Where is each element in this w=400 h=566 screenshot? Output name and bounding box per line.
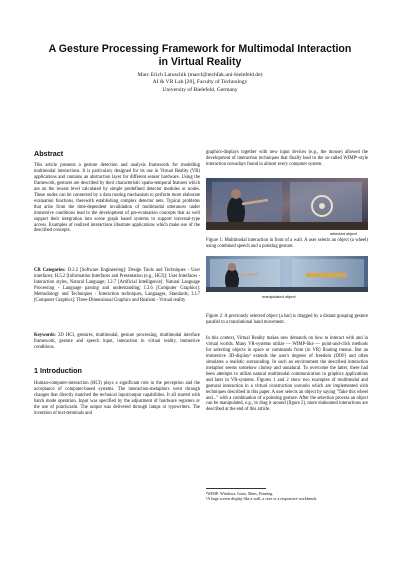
figure-1-caption: Figure 1: Multimodal interaction in front of a wall. A user selects an object (a wheel) using combined speech and a pointing gesture.	[206, 238, 368, 249]
paper-title	[20, 43, 380, 69]
figure-2-image	[206, 256, 368, 292]
title-line-2: in Virtual Reality	[158, 56, 242, 68]
right-body-text: In this context, Virtual Reality makes new demands on how to interact with and in virtual worlds. Many VR-systems utilize — WIMP-like — point-and-click methods for selecting objects in space or commands from (in VR) floating menus. But an immersive 3D-display² extends the user's degrees of freedom (DOF) and often simulates a realistic surrounding. In such an environment the described interaction metaphor seems somehow clumsy and unnatural. To overcome the latter, there had been attempts to utilize natural multimodal communication in graphics applications and later in VR-systems. Figures 1 and 2 show two examples of multimodal and gestural interaction in a virtual construction scenario which are implemented with techniques described in this paper. A user selects an object by saying "Take this wheel and..." with a combination of a pointing gesture. After the selection process an object can be manipulated, e.g., to drag it around (figure 2), more elaborated interactions are described at the end of this article.	[206, 336, 368, 413]
footnote-2: ²A large screen display like a wall, a cave or a responsive workbench.	[206, 496, 318, 501]
figure-1-photo-icon	[206, 178, 368, 230]
figure-2-label: manipulated object	[262, 294, 296, 299]
figure-1-label: selected object	[330, 231, 357, 236]
keywords-text: 3D HCI, gestures, multimodal, gesture processing, multimodal interface framework, gesture and speech input, interaction in virtual reality, immersive conditions.	[34, 333, 200, 350]
abstract-heading: Abstract	[34, 149, 64, 158]
affiliation-university: University of Bielefeld, Germany	[162, 86, 238, 93]
footnote-divider	[206, 488, 266, 489]
author-block	[60, 72, 340, 94]
introduction-body: Human-computer-interaction (HCI) plays a significant role in the perception and the acceptance of computer-based systems. The interaction-metaphors went through changes that directly matched the technical input/output capabilities. It all started with batch mode operation. Input was specified by the adjustment of hardware registers or the use of punchcards. The output was delivered through lamps or typewriters. The invention of text-terminals and	[34, 381, 200, 416]
footnotes	[206, 491, 368, 501]
title-line-1: A Gesture Processing Framework for Multimodal Interaction	[48, 43, 352, 55]
cr-categories-text: D.2.2 [Software Engineering]: Design Tools and Techniques - User interfaces; H.5.2 [Information Interfaces and Presentation (e.g., HCI)]: User Interfaces - Interaction styles, Natural Language; I.2.7 [Artificial Intelligence]: Natural Language Processing - Language parsing and understanding; I.3.6 [Computer Graphics]: Methodology and Techniques - Interaction techniques, Languages, Standards; I.3.7 [Computer Graphics]: Three-Dimensional Graphics and Realism - Virtual reality	[34, 268, 201, 303]
abstract-body: This article presents a gesture detection and analysis framework for modelling multimodal interactions. It is particulary designed for its use in Virtual Reality (VR) applications and contains an abstraction layer for different sensor hardware. Using the framework, gestures are described by their characteristic spatio-temporal features which are on the lowest level calculated by simple predefined detector modules or nodes. These nodes can be connected by a data routing mechanism to perform more elaborate evaluation functions, therewith establishing complex detector nets. Typical problems that arise from the time-dependent invalidation of multimodal utterances under immersive conditions lead to the development of pre-evaluation concepts that as well support their integration into scene graph based systems to support traversal-type access. Examples of realized interactions illustrate applications which make use of the described concepts.	[34, 163, 200, 234]
right-intro-text: graphics-displays together with new input devices (e.g., the mouse) allowed the development of interaction techniques that finally lead to the so-called WIMP¹-style interaction nowadays found in almost every computer system.	[206, 150, 368, 167]
keywords-label: Keywords:	[34, 333, 56, 338]
figure-1-image	[206, 178, 368, 230]
figure-2-photo-icon	[206, 256, 368, 292]
cr-categories	[34, 268, 200, 304]
affiliation-lab: AI & VR Lab [20], Faculty of Technology	[152, 79, 248, 86]
introduction-heading: 1 Introduction	[34, 366, 82, 375]
author-name: Marc Erich Latoschik (marcl@techfak.uni-bielefeld.de)	[137, 72, 263, 78]
figure-2-caption: Figure 2: A previously selected object (a bar) is dragged by a distant grasping gesture parallel to a translational hand movement.	[206, 314, 368, 325]
cr-categories-label: CR Categories:	[34, 268, 66, 273]
keywords	[34, 333, 200, 351]
footnote-1: ¹WIMP: Windows, Icons, Mens, Pointing	[206, 491, 273, 496]
